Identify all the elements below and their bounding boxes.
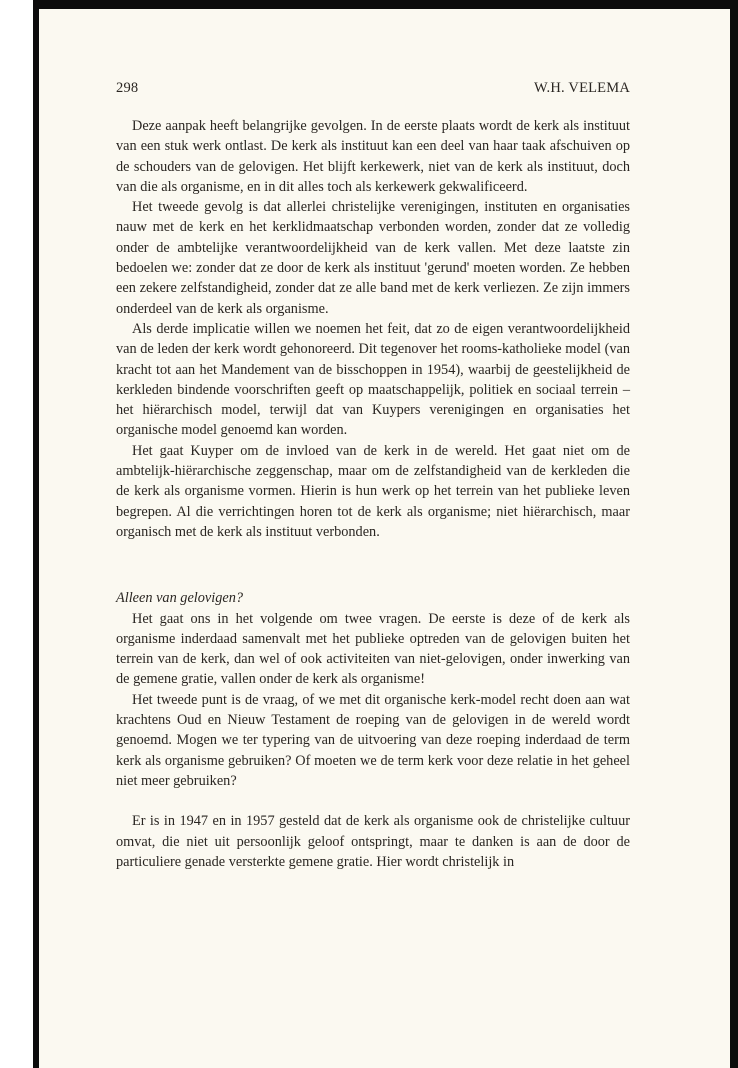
- body-text: [116, 116, 630, 872]
- paragraph-4: Het gaat Kuyper om de invloed van de kerk in de wereld. Het gaat niet om de ambtelijk-hiërarchische zeggenschap, maar om de zelfstandigheid van de kerkleden die de kerk als organisme vormen. Hierin is hun werk op het terrein van het publieke leven begrepen. Al die verrichtingen horen tot de kerk als organisme; niet hiërarchisch, maar organisch met de kerk als instituut verbonden.: [116, 442, 630, 540]
- paragraph-2: Het tweede gevolg is dat allerlei christelijke verenigingen, instituten en organisaties nauw met de kerk en het kerklidmaatschap verbonden worden, zonder dat ze volledig onder de ambtelijke verantwoordelijkheid van de kerk vallen. Met deze laatste zin bedoelen we: zonder dat ze door de kerk als instituut 'gerund' moeten worden. Ze hebben een zekere zelfstandigheid, zonder dat ze alle band met de kerk verliezen. Ze zijn immers onderdeel van de kerk als organisme.: [116, 199, 630, 317]
- paragraph-6: Het tweede punt is de vraag, of we met dit organische kerk-model recht doen aan wat krachtens Oud en Nieuw Testament de roeping van de gelovigen in de wereld wordt genoemd. Mogen we ter typering van de uitvoering van deze roeping inderdaad de term kerk als organisme gebruiken? Of moeten we de term kerk voor deze relatie in het geheel niet meer gebruiken?: [116, 691, 630, 789]
- paragraph-3: Als derde implicatie willen we noemen het feit, dat zo de eigen verantwoordelijkheid van de leden der kerk wordt gehonoreerd. Dit tegenover het rooms-katholieke model (van kracht tot aan het Mandement van de bisschoppen in 1954), waarbij de geestelijkheid de kerkleden bindende voorschriften geeft op maatschappelijk, politiek en sociaal terrein – het hiërarchisch model, terwijl dat van Kuypers verenigingen en organisaties het organische model genoemd kan worden.: [116, 320, 630, 439]
- paragraph-5: Het gaat ons in het volgende om twee vragen. De eerste is deze of de kerk als organisme inderdaad samenvalt met het publieke optreden van de gelovigen buiten het terrein van de kerk, dan wel of ook activiteiten van niet-gelovigen, onder inwerking van de gemene gratie, vallen onder de kerk als organisme!: [116, 610, 630, 688]
- paragraph-1: Deze aanpak heeft belangrijke gevolgen. In de eerste plaats wordt de kerk als instituut van een stuk werk ontlast. De kerk als instituut kan een deel van haar taak afschuiven op de schouders van de gelovigen. Het blijft kerkewerk, niet van de kerk als instituut, doch van die als organisme, en in dit alles toch als kerkewerk gekwalificeerd.: [116, 118, 630, 195]
- scan-border-top: [33, 0, 738, 9]
- page-number: 298: [116, 80, 139, 96]
- scan-border-right: [730, 0, 738, 1068]
- section-heading: Alleen van gelovigen?: [116, 590, 244, 607]
- paragraph-gap: [116, 791, 630, 811]
- page-header: [116, 80, 630, 100]
- running-head: W.H. VELEMA: [533, 80, 630, 96]
- paragraph-7: Er is in 1947 en in 1957 gesteld dat de kerk als organisme ook de christelijke cultuur omvat, die niet uit persoonlijk geloof ontspringt, maar te danken is aan de door de particuliere genade versterkte gemene gratie. Hier wordt christelijk in: [116, 813, 630, 870]
- section-gap: [116, 542, 630, 588]
